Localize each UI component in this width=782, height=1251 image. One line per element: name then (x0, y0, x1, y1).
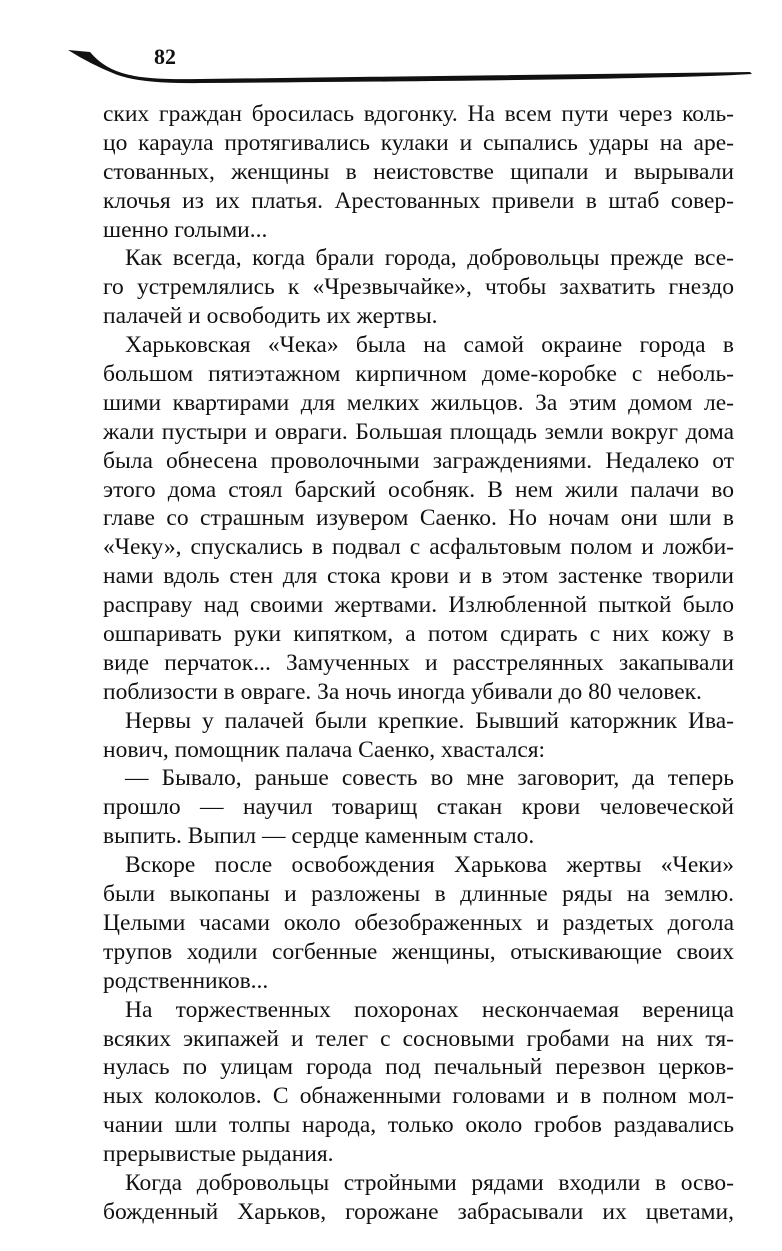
paragraph (103, 244, 734, 331)
text-line: нулась по улицам города под печальный перезвон церков- (103, 1054, 734, 1081)
page-header (60, 30, 760, 100)
text-line: стованных, женщины в неистовстве щипали и вырывали (103, 158, 734, 185)
text-line: виде перчаток... Замученных и расстрелянных закапывали (103, 649, 734, 676)
text-line: всяких экипажей и телег с сосновыми гробами на них тя- (103, 1025, 734, 1052)
paragraph (103, 1169, 734, 1227)
text-line: чании шли толпы народа, только около гробов раздавались (103, 1112, 734, 1139)
paragraph (103, 764, 734, 851)
text-line: главе со страшным изувером Саенко. Но ночам они шли в (103, 505, 734, 532)
text-line: этого дома стоял барский особняк. В нем жили палачи во (103, 476, 734, 503)
text-line: большом пятиэтажном кирпичном доме-коробке с неболь- (103, 361, 734, 388)
text-line: ских граждан бросилась вдогонку. На всем пути через коль- (103, 101, 734, 127)
text-line: была обнесена проволочными заграждениями. Недалеко от (103, 447, 734, 474)
text-line: Вскоре после освобождения Харькова жертвы «Чеки» (125, 852, 734, 879)
text-line: цо караула протягивались кулаки и сыпались удары на аре- (103, 129, 734, 156)
text-line: прошло — научил товарищ стакан крови человеческой (103, 794, 734, 821)
paragraph (103, 707, 734, 765)
paragraph (103, 331, 734, 707)
text-line: жали пустыри и овраги. Большая площадь земли вокруг дома (103, 418, 734, 445)
text-line: Харьковская «Чека» была на самой окраине города в (125, 332, 734, 359)
text-line: трупов ходили согбенные женщины, отыскивающие своих (103, 938, 734, 965)
text-line: ных колоколов. С обнаженными головами и в полном мол- (103, 1083, 734, 1110)
text-line: палачей и освободить их жертвы. (103, 303, 438, 330)
text-line: Целыми часами около обезображенных и раздетых догола (103, 909, 734, 936)
body-text (103, 100, 734, 1227)
text-line: божденный Харьков, горожане забрасывали их цветами, (103, 1198, 734, 1225)
text-line: родственников... (103, 967, 269, 994)
text-line: Когда добровольцы стройными рядами входили в осво- (125, 1169, 734, 1196)
text-line: были выкопаны и разложены в длинные ряды на землю. (103, 881, 734, 908)
text-line: прерывистые рыдания. (103, 1141, 334, 1168)
text-line: выпить. Выпил — сердце каменным стало. (103, 823, 535, 850)
page-number: 82 (154, 44, 176, 69)
text-line: расправу над своими жертвами. Излюбленной пыткой было (103, 592, 734, 619)
text-line: Нервы у палачей были крепкие. Бывший каторжник Ива- (125, 707, 734, 734)
text-line: нами вдоль стен для стока крови и в этом застенке творили (103, 563, 734, 590)
paragraph (103, 100, 734, 244)
text-line: клочья из их платья. Арестованных привели в штаб совер- (103, 187, 734, 214)
text-line: Как всегда, когда брали города, добровольцы прежде все- (125, 245, 734, 272)
paragraph (103, 851, 734, 995)
text-line: нович, помощник палача Саенко, хвастался: (103, 736, 546, 763)
text-line: «Чеку», спускались в подвал с асфальтовым полом и ложби- (103, 534, 734, 561)
text-line: — Бывало, раньше совесть во мне заговорит, да теперь (125, 765, 734, 792)
text-line: шенно голыми... (103, 216, 268, 243)
text-line: ошпаривать руки кипятком, а потом сдирать с них кожу в (103, 621, 734, 648)
text-line: го устремлялись к «Чрезвычайке», чтобы захватить гнездо (103, 274, 734, 301)
text-line: поблизости в овраге. За ночь иногда убивали до 80 человек. (103, 678, 702, 705)
text-line: На торжественных похоронах нескончаемая вереница (125, 996, 734, 1023)
paragraph (103, 996, 734, 1169)
text-line: шими квартирами для мелких жильцов. За этим домом ле- (103, 389, 734, 416)
